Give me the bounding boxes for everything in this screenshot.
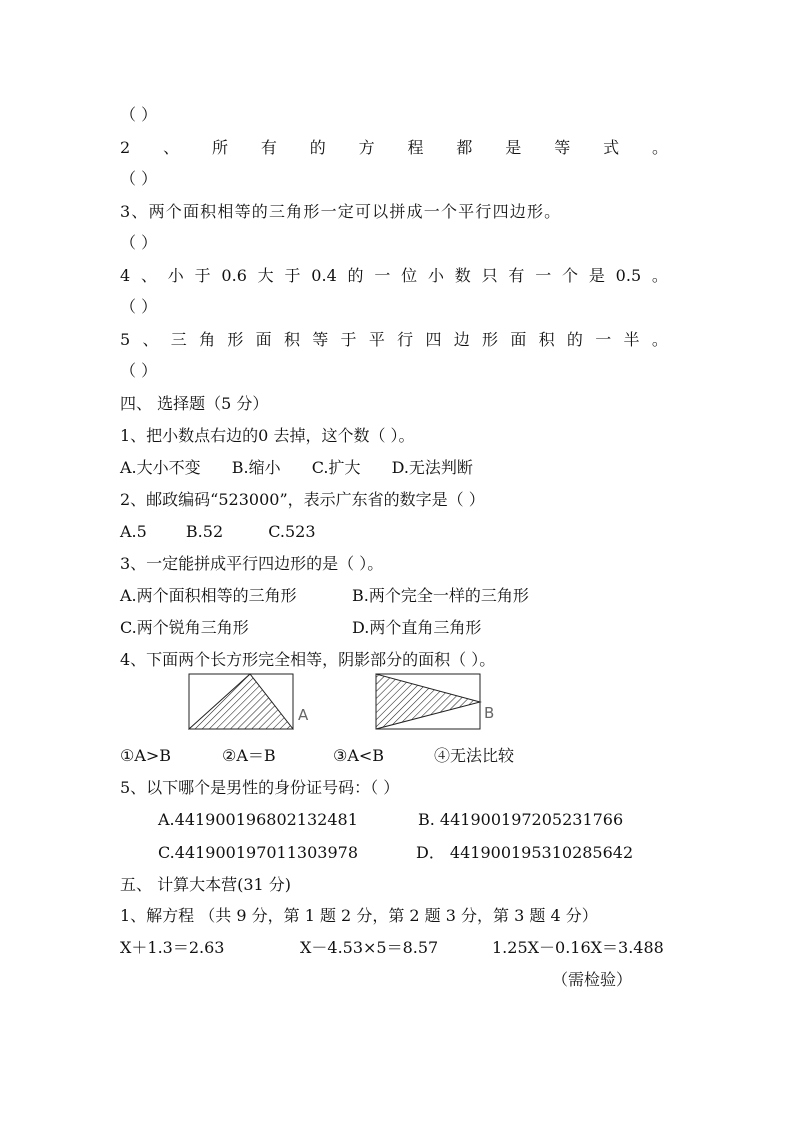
answer-paren: （ ）	[120, 361, 158, 380]
question-char: 程	[407, 138, 424, 157]
question-char: 。	[651, 138, 668, 157]
question-char: 有	[508, 266, 525, 285]
question-char: 边	[453, 330, 470, 349]
option: B. 441900197205231766	[418, 810, 624, 829]
question-char: 2	[120, 138, 131, 157]
question-char: 等	[312, 330, 329, 349]
option: C.扩大	[311, 458, 361, 477]
question-char: 形	[482, 330, 499, 349]
question-char: 的	[566, 330, 583, 349]
option: A.大小不变	[120, 458, 201, 477]
tf-question-5	[120, 329, 668, 351]
question-char: 是	[505, 138, 522, 157]
question-char: 都	[456, 138, 473, 157]
choice-options-1	[120, 457, 473, 479]
option: ②A＝B	[222, 746, 276, 765]
option: C.两个锐角三角形	[120, 618, 249, 637]
question-char: 所	[211, 138, 228, 157]
question-char: 。	[651, 330, 668, 349]
answer-paren: （ ）	[120, 297, 158, 316]
option: D.无法判断	[391, 458, 473, 477]
question-char: 4	[120, 266, 131, 285]
question-char: 、	[142, 330, 159, 349]
option: A.5	[120, 522, 147, 541]
question-char: 小	[427, 266, 444, 285]
choice-question-3: 3、一定能拼成平行四边形的是（ ）。	[120, 554, 384, 573]
question-char: 于	[340, 330, 357, 349]
option: B.52	[185, 522, 224, 541]
figure-rectangle-a	[188, 672, 320, 732]
question-char: 四	[425, 330, 442, 349]
option: D.两个直角三角形	[352, 618, 482, 637]
figure-label-b: B	[484, 704, 495, 722]
question-char: 等	[554, 138, 571, 157]
question-char: 只	[481, 266, 498, 285]
option: ①A>B	[120, 746, 172, 765]
figure-rectangle-b	[374, 672, 504, 732]
question-char: 。	[651, 266, 668, 285]
question-char: 三	[170, 330, 187, 349]
tf-question-3: 3、两个面积相等的三角形一定可以拼成一个平行四边形。	[120, 202, 562, 221]
section-heading-calc: 五、 计算大本营(31 分)	[120, 875, 292, 894]
question-char: 5	[120, 330, 131, 349]
question-char: 大	[257, 266, 274, 285]
question-char: 行	[397, 330, 414, 349]
question-char: 平	[368, 330, 385, 349]
option: B.两个完全一样的三角形	[352, 586, 529, 605]
choice-question-4: 4、下面两个长方形完全相等，阴影部分的面积（ ）。	[120, 650, 496, 669]
question-char: 方	[358, 138, 375, 157]
option: C.441900197011303978	[158, 843, 358, 862]
equation: 1.25X－0.16X＝3.488	[492, 938, 664, 957]
question-char: 于	[194, 266, 211, 285]
tf-question-4	[120, 265, 668, 287]
choice-question-2: 2、邮政编码“523000”，表示广东省的数字是（ ）	[120, 490, 485, 509]
option: A.两个面积相等的三角形	[120, 586, 297, 605]
question-char: 一	[374, 266, 391, 285]
option: ③A<B	[333, 746, 385, 765]
question-char: 有	[260, 138, 277, 157]
question-char: 是	[588, 266, 605, 285]
option: C.523	[268, 522, 316, 541]
equation: X－4.53×5＝8.57	[300, 938, 439, 957]
option: D． 441900195310285642	[416, 843, 634, 862]
question-char: 面	[255, 330, 272, 349]
question-char: 的	[309, 138, 326, 157]
tf-question-2	[120, 137, 668, 159]
option: A.441900196802132481	[158, 810, 358, 829]
question-char: 积	[283, 330, 300, 349]
question-char: 一	[535, 266, 552, 285]
choice-question-1: 1、把小数点右边的0 去掉，这个数（ ）。	[120, 426, 415, 445]
check-note: （需检验）	[552, 970, 633, 989]
question-char: 形	[227, 330, 244, 349]
option: ④无法比较	[434, 746, 515, 765]
choice-question-5: 5、以下哪个是男性的身份证号码：（ ）	[120, 778, 400, 797]
answer-paren: （ ）	[120, 105, 158, 124]
section-heading-choice: 四、 选择题（5 分）	[120, 394, 269, 413]
question-char: 式	[603, 138, 620, 157]
question-char: 小	[167, 266, 184, 285]
calc-instruction: 1、解方程 （共 9 分，第 1 题 2 分，第 2 题 3 分，第 3 题 4 分）	[120, 906, 598, 925]
question-char: 、	[140, 266, 157, 285]
question-char: 0.6	[221, 266, 247, 285]
choice-options-2	[120, 521, 316, 543]
question-char: 于	[284, 266, 301, 285]
question-char: 面	[510, 330, 527, 349]
answer-paren: （ ）	[120, 169, 158, 188]
question-char: 的	[347, 266, 364, 285]
answer-paren: （ ）	[120, 233, 158, 252]
question-char: 数	[454, 266, 471, 285]
question-char: 个	[562, 266, 579, 285]
question-char: 0.5	[615, 266, 642, 285]
question-char: 积	[538, 330, 555, 349]
question-char: 一	[595, 330, 612, 349]
question-char: 、	[163, 138, 180, 157]
question-char: 0.4	[311, 266, 337, 285]
question-char: 角	[199, 330, 216, 349]
figure-label-a: A	[298, 706, 309, 724]
equation: X＋1.3＝2.63	[120, 938, 225, 957]
question-char: 半	[623, 330, 640, 349]
question-char: 位	[401, 266, 418, 285]
option: B.缩小	[231, 458, 281, 477]
